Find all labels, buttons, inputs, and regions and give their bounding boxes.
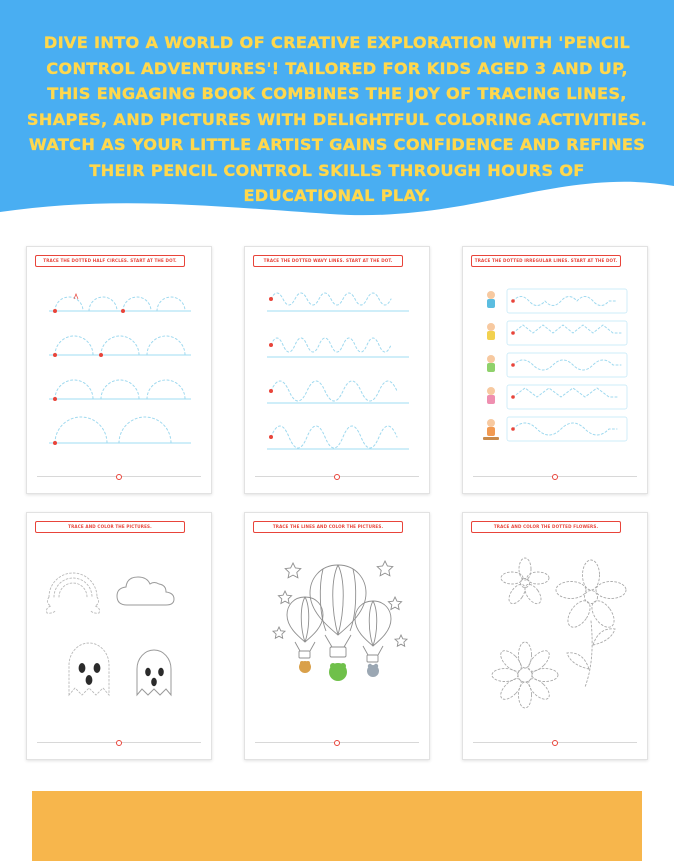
- worksheet-card-wavy-lines[interactable]: [244, 246, 430, 494]
- worksheet-title: TRACE AND COLOR THE DOTTED FLOWERS.: [471, 521, 621, 533]
- banner-text: DIVE INTO A WORLD OF CREATIVE EXPLORATION WITH 'PENCIL CONTROL ADVENTURES'! TAILORED FOR KIDS AGED 3 AND UP, THIS ENGAGING BOOK COMBINES THE JOY OF TRACING LINES, SHAPES, AND PICTURES WITH DELIGHTFUL COLORING ACTIVITIES. WATCH AS YOUR LITTLE ARTIST GAINS CONFIDENCE AND REFINES THEIR PENCIL CONTROL SKILLS THROUGH HOURS OF EDUCATIONAL PLAY.: [26, 33, 648, 205]
- worksheet-art-irregular-lines: [463, 269, 648, 469]
- worksheet-footer-dot: [334, 474, 340, 480]
- animal-icon: [299, 661, 379, 681]
- worksheet-card-half-circles[interactable]: [26, 246, 212, 494]
- worksheet-art-ghosts: [27, 535, 212, 735]
- header-banner: [0, 0, 674, 232]
- worksheet-card-flowers[interactable]: [462, 512, 648, 760]
- worksheet-title: TRACE THE DOTTED HALF CIRCLES. START AT THE DOT.: [35, 255, 185, 267]
- worksheet-footer-dot: [552, 474, 558, 480]
- footer-bar: [0, 791, 674, 861]
- worksheet-title: TRACE THE DOTTED WAVY LINES. START AT THE DOT.: [253, 255, 403, 267]
- worksheet-footer-dot: [116, 740, 122, 746]
- worksheet-row: [26, 512, 648, 760]
- worksheet-art-wavy-lines: [245, 269, 430, 469]
- worksheet-art-half-circles: [27, 269, 212, 469]
- worksheet-footer-dot: [552, 740, 558, 746]
- kid-figure-icon: [483, 291, 499, 440]
- worksheet-title: TRACE THE LINES AND COLOR THE PICTURES.: [253, 521, 403, 533]
- worksheet-grid: [26, 246, 648, 778]
- worksheet-art-balloons: [245, 535, 430, 735]
- worksheet-card-balloons[interactable]: [244, 512, 430, 760]
- worksheet-art-flowers: [463, 535, 648, 735]
- worksheet-footer-dot: [334, 740, 340, 746]
- worksheet-card-irregular-lines[interactable]: [462, 246, 648, 494]
- footer-margin-right: [642, 791, 674, 861]
- footer-margin-left: [0, 791, 32, 861]
- worksheet-footer-dot: [116, 474, 122, 480]
- worksheet-title: TRACE AND COLOR THE PICTURES.: [35, 521, 185, 533]
- worksheet-row: [26, 246, 648, 494]
- worksheet-title: TRACE THE DOTTED IRREGULAR LINES. START AT THE DOT.: [471, 255, 621, 267]
- worksheet-card-color-pictures[interactable]: [26, 512, 212, 760]
